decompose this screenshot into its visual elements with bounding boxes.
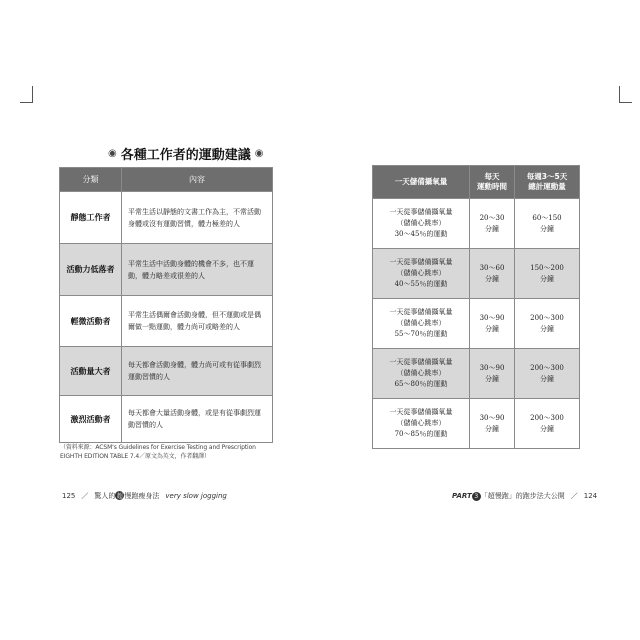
page-number: 125 xyxy=(62,492,76,500)
crop-mark-right-tick xyxy=(619,102,632,103)
part-number-badge: 3 xyxy=(472,492,481,501)
row-intensity: 一天從事儲備攝氧量 （儲備心跳率） 55～70％的運動 xyxy=(373,299,470,349)
row-weekly: 200～300 分鐘 xyxy=(515,399,580,449)
table-row xyxy=(373,399,580,449)
section-title-text: 各種工作者的運動建議 xyxy=(120,147,251,163)
row-content: 平常生活中活動身體的機會不多，也不運動，體力略差或很差的人 xyxy=(122,244,273,296)
row-category: 活動量大者 xyxy=(60,347,122,396)
row-weekly: 200～300 分鐘 xyxy=(515,349,580,399)
table-row xyxy=(373,349,580,399)
book-title: 驚人的超 慢跑瘦身法 xyxy=(94,492,160,500)
header-category: 分類 xyxy=(60,168,122,192)
row-weekly: 200～300 分鐘 xyxy=(515,299,580,349)
bullet-icon: ◉ xyxy=(108,147,117,159)
header-intensity: 一天儲備攝氧量 xyxy=(373,166,470,199)
table-header-row xyxy=(373,166,580,199)
table-header-row xyxy=(60,168,273,192)
header-weekly-total: 每週3～5天 總計運動量 xyxy=(515,166,580,199)
table-row xyxy=(373,249,580,299)
table-row xyxy=(373,299,580,349)
table-row xyxy=(60,396,273,443)
footer-separator: ／ xyxy=(570,492,578,500)
chapter-label: PART 3 「超慢跑」的跑步法大公開 xyxy=(452,492,565,500)
row-content: 平常生活以靜態的文書工作為主，不常活動身體或沒有運動習慣，體力極差的人 xyxy=(122,192,273,244)
left-footer xyxy=(62,491,227,501)
row-daily: 30～90 分鐘 xyxy=(470,399,515,449)
row-daily: 20～30 分鐘 xyxy=(470,199,515,249)
section-title xyxy=(108,144,264,163)
source-note: （資料來源：ACSM's Guidelines for Exercise Testing and Prescription EIGHTH EDITION TABLE 7.4／原文為英文，作者翻譯） xyxy=(60,444,256,460)
row-category: 靜態工作者 xyxy=(60,192,122,244)
exercise-intensity-table xyxy=(372,165,580,449)
header-content: 內容 xyxy=(122,168,273,192)
table-row xyxy=(60,244,273,296)
crop-mark-left-tick xyxy=(20,102,33,103)
row-daily: 30～90 分鐘 xyxy=(470,299,515,349)
super-badge-icon: 超 xyxy=(116,493,123,500)
row-weekly: 150～200 分鐘 xyxy=(515,249,580,299)
table-row xyxy=(60,192,273,244)
row-content: 平常生活偶爾會活動身體，但不運動或是偶爾做一點運動，體力尚可或略差的人 xyxy=(122,296,273,347)
row-intensity: 一天從事儲備攝氧量 （儲備心跳率） 40～55％的運動 xyxy=(373,249,470,299)
footer-separator: ／ xyxy=(81,492,89,500)
book-title-en: very slow jogging xyxy=(165,492,227,500)
table-row xyxy=(60,347,273,396)
header-daily-time: 每天 運動時間 xyxy=(470,166,515,199)
table-row xyxy=(60,296,273,347)
row-daily: 30～60 分鐘 xyxy=(470,249,515,299)
row-category: 激烈活動者 xyxy=(60,396,122,443)
chapter-title: 「超慢跑」的跑步法大公開 xyxy=(480,492,565,500)
row-intensity: 一天從事儲備攝氧量 （儲備心跳率） 65～80％的運動 xyxy=(373,349,470,399)
row-daily: 30～90 分鐘 xyxy=(470,349,515,399)
row-intensity: 一天從事儲備攝氧量 （儲備心跳率） 30～45％的運動 xyxy=(373,199,470,249)
page-number: 124 xyxy=(583,492,598,500)
row-category: 輕微活動者 xyxy=(60,296,122,347)
crop-mark-left xyxy=(32,86,33,102)
row-content: 每天都會活動身體，體力尚可或有從事劇烈運動習慣的人 xyxy=(122,347,273,396)
crop-mark-right xyxy=(619,86,620,102)
bullet-icon: ◉ xyxy=(254,147,264,159)
right-footer xyxy=(452,491,597,501)
table-row xyxy=(373,199,580,249)
worker-exercise-table xyxy=(59,167,273,443)
row-intensity: 一天從事儲備攝氧量 （儲備心跳率） 70～85％的運動 xyxy=(373,399,470,449)
row-weekly: 60～150 分鐘 xyxy=(515,199,580,249)
row-category: 活動力低落者 xyxy=(60,244,122,296)
row-content: 每天都會大量活動身體，或是有從事劇烈運動習慣的人 xyxy=(122,396,273,443)
